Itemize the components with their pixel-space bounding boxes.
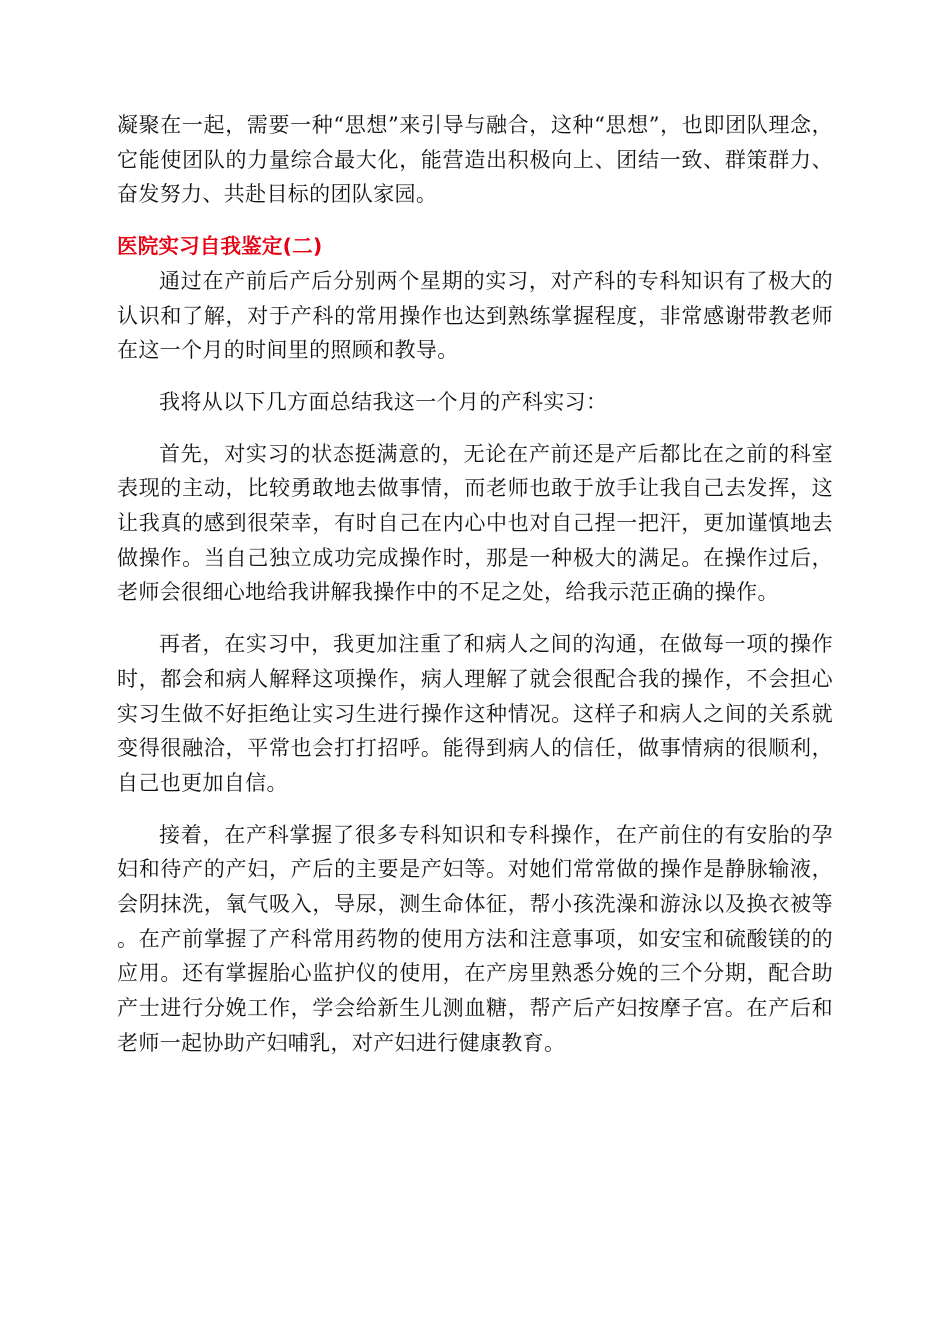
paragraph-outline: 我将从以下几方面总结我这一个月的产科实习： (159, 389, 608, 414)
paragraph-third: 接着，在产科掌握了很多专科知识和专科操作，在产前住的有安胎的孕妇和待产的产妇，产后的主要是产妇等。对她们常常做的操作是静脉输液，会阴抹洗，氧气吸入，导尿，测生命体征，帮小孩洗澡和游泳以及换衣被等。在产前掌握了产科常用药物的使用方法和注意事项，如安宝和硫酸镁的的应用。还有掌握胎心监护仪的使用，在产房里熟悉分娩的三个分期，配合助产士进行分娩工作，学会给新生儿测血糖，帮产后产妇按摩子宫。在产后和老师一起协助产妇哺乳，对产妇进行健康教育。 (117, 822, 833, 1055)
document-body (117, 108, 833, 1061)
paragraph-intro: 通过在产前后产后分别两个星期的实习，对产科的专科知识有了极大的认识和了解，对于产科的常用操作也达到熟练掌握程度，非常感谢带教老师在这一个月的时间里的照顾和教导。 (117, 268, 833, 363)
section-heading: 医院实习自我鉴定(二) (117, 234, 323, 259)
paragraph-second: 再者，在实习中，我更加注重了和病人之间的沟通，在做每一项的操作时，都会和病人解释这项操作，病人理解了就会很配合我的操作，不会担心实习生做不好拒绝让实习生进行操作这种情况。这样子和病人之间的关系就变得很融洽，平常也会打打招呼。能得到病人的信任，做事情病的很顺利，自己也更加自信。 (117, 632, 833, 795)
paragraph-first: 首先，对实习的状态挺满意的，无论在产前还是产后都比在之前的科室表现的主动，比较勇敢地去做事情，而老师也敢于放手让我自己去发挥，这让我真的感到很荣幸，有时自己在内心中也对自己捏一把汗，更加谨慎地去做操作。当自己独立成功完成操作时，那是一种极大的满足。在操作过后，老师会很细心地给我讲解我操作中的不足之处，给我示范正确的操作。 (117, 441, 833, 605)
paragraph-continued: 凝聚在一起，需要一种“思想”来引导与融合，这种“思想”，也即团队理念，它能使团队的力量综合最大化，能营造出积极向上、团结一致、群策群力、奋发努力、共赴目标的团队家园。 (117, 113, 833, 207)
